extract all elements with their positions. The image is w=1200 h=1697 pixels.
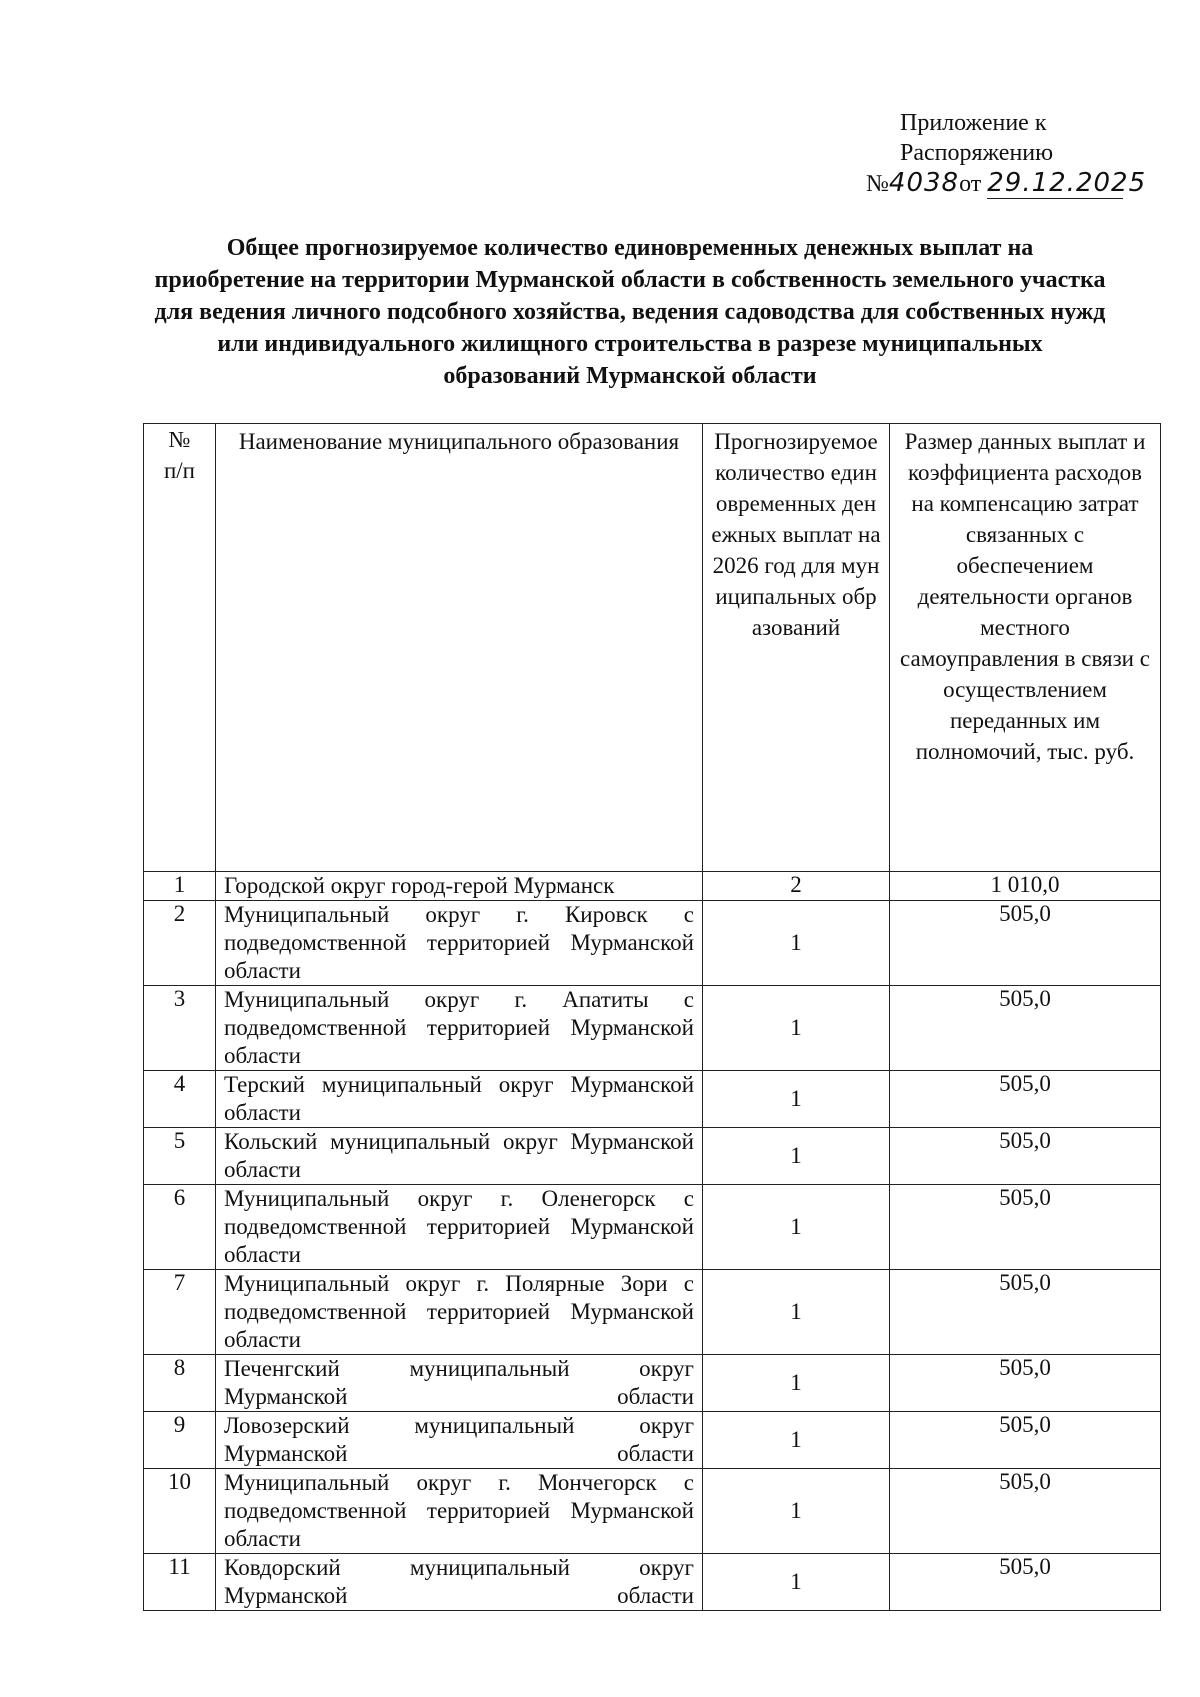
header-count xyxy=(703,424,890,872)
row-name: Муниципальный округ г. Апатиты с подведомственной территорией Мурманской области xyxy=(216,986,703,1071)
row-name: Печенгский муниципальный округ Мурманской области xyxy=(216,1355,703,1412)
payments-table xyxy=(143,423,1161,1611)
row-name: Ловозерский муниципальный округ Мурманской области xyxy=(216,1412,703,1469)
row-num: 9 xyxy=(144,1412,216,1469)
row-count: 1 xyxy=(703,986,890,1071)
row-name: Ковдорский муниципальный округ Мурманской области xyxy=(216,1554,703,1611)
row-amount: 505,0 xyxy=(890,1469,1161,1554)
row-amount: 505,0 xyxy=(890,1270,1161,1355)
table-row xyxy=(144,901,1161,986)
row-name: Муниципальный округ г. Полярные Зори с подведомственной территорией Мурманской области xyxy=(216,1270,703,1355)
table-row xyxy=(144,1355,1161,1412)
appendix-line-1: Приложение к xyxy=(900,110,1047,136)
row-count: 1 xyxy=(703,1554,890,1611)
row-num: 6 xyxy=(144,1185,216,1270)
appendix-line-2: Распоряжению xyxy=(900,140,1054,166)
row-count: 1 xyxy=(703,1185,890,1270)
header-num-text: № п/п xyxy=(163,427,195,483)
table-row xyxy=(144,1185,1161,1270)
row-count: 1 xyxy=(703,1128,890,1185)
table-row xyxy=(144,1071,1161,1128)
row-amount: 505,0 xyxy=(890,1128,1161,1185)
row-num: 3 xyxy=(144,986,216,1071)
row-count: 2 xyxy=(703,872,890,901)
row-num: 7 xyxy=(144,1270,216,1355)
row-name: Городской округ город-герой Мурманск xyxy=(216,872,703,901)
row-name: Муниципальный округ г. Оленегорск с подведомственной территорией Мурманской области xyxy=(216,1185,703,1270)
row-num: 1 xyxy=(144,872,216,901)
row-name: Терский муниципальный округ Мурманской области xyxy=(216,1071,703,1128)
row-num: 4 xyxy=(144,1071,216,1128)
header-count-text: Прогнозируемое количество единовременных денежных выплат на 2026 год для муниципальных образований xyxy=(711,429,881,640)
row-num: 11 xyxy=(144,1554,216,1611)
order-date-prefix: от xyxy=(959,171,982,197)
header-num xyxy=(144,424,216,872)
row-num: 5 xyxy=(144,1128,216,1185)
document-title: Общее прогнозируемое количество единовременных денежных выплат на приобретение на территории Мурманской области в собственность земельного участка для ведения личного подсобного хозяйства, ведения садоводства для собственных нужд или индивидуального жилищного строительства в разрезе муниципальных образований Мурманской области xyxy=(154,235,1106,389)
row-amount: 505,0 xyxy=(890,1412,1161,1469)
row-name: Кольский муниципальный округ Мурманской области xyxy=(216,1128,703,1185)
header-amount xyxy=(890,424,1161,872)
row-count: 1 xyxy=(703,1355,890,1412)
row-amount: 505,0 xyxy=(890,986,1161,1071)
row-name: Муниципальный округ г. Кировск с подведомственной территорией Мурманской области xyxy=(216,901,703,986)
table-row xyxy=(144,1554,1161,1611)
row-amount: 505,0 xyxy=(890,1071,1161,1128)
table-row xyxy=(144,1412,1161,1469)
row-amount: 505,0 xyxy=(890,901,1161,986)
order-number-prefix: № xyxy=(866,171,889,197)
table-row xyxy=(144,872,1161,901)
row-amount: 1 010,0 xyxy=(890,872,1161,901)
table-row xyxy=(144,986,1161,1071)
row-amount: 505,0 xyxy=(890,1355,1161,1412)
row-name: Муниципальный округ г. Мончегорск с подведомственной территорией Мурманской области xyxy=(216,1469,703,1554)
order-date-handwritten: 29.12.2025 xyxy=(987,168,1147,198)
row-count: 1 xyxy=(703,1071,890,1128)
table-row xyxy=(144,1270,1161,1355)
order-reference xyxy=(866,168,1147,199)
header-name-text: Наименование муниципального образования xyxy=(238,429,680,454)
row-num: 10 xyxy=(144,1469,216,1554)
header-amount-text: Размер данных выплат и коэффициента расходов на компенсацию затрат связанных с обеспечением деятельности органов местного самоуправления в связи с осуществлением переданных им полномочий, тыс. руб. xyxy=(900,429,1150,764)
table-row xyxy=(144,1128,1161,1185)
row-amount: 505,0 xyxy=(890,1554,1161,1611)
table-header-row xyxy=(144,424,1161,872)
appendix-header xyxy=(900,108,1160,168)
row-amount: 505,0 xyxy=(890,1185,1161,1270)
row-num: 8 xyxy=(144,1355,216,1412)
row-num: 2 xyxy=(144,901,216,986)
row-count: 1 xyxy=(703,1412,890,1469)
row-count: 1 xyxy=(703,1270,890,1355)
header-name xyxy=(216,424,703,872)
row-count: 1 xyxy=(703,1469,890,1554)
row-count: 1 xyxy=(703,901,890,986)
table-row xyxy=(144,1469,1161,1554)
order-number-handwritten: 4038 xyxy=(888,168,960,198)
